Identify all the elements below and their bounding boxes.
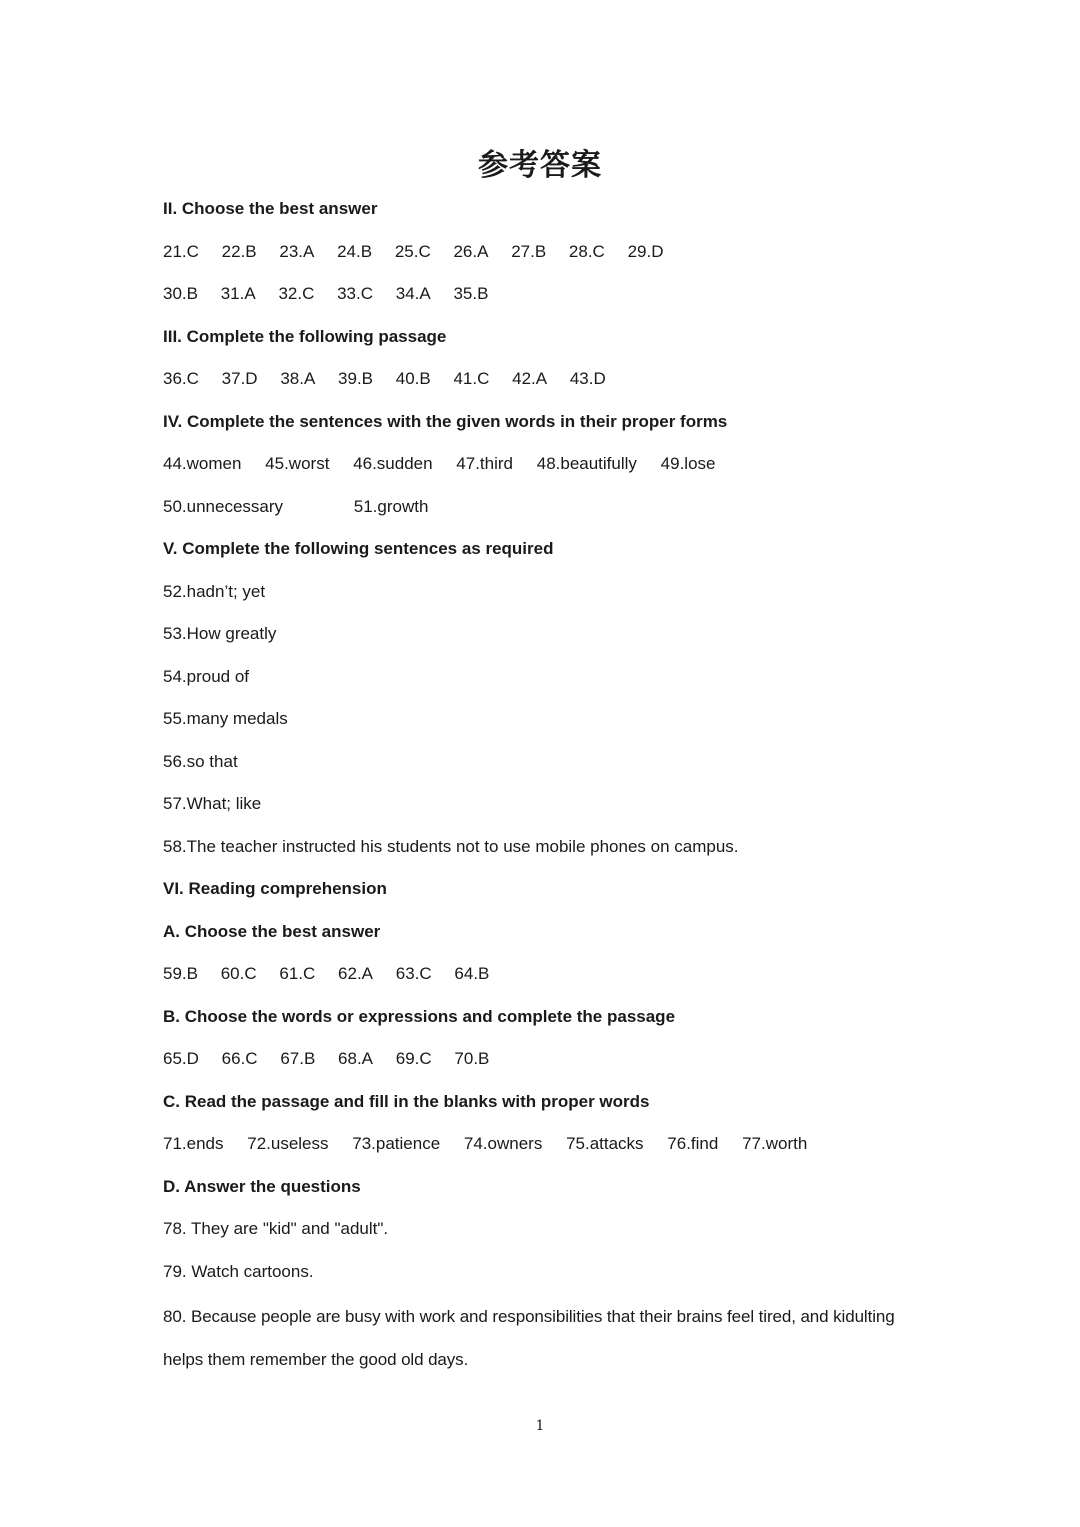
subsection-heading-d: D. Answer the questions bbox=[163, 1176, 361, 1196]
answer-item: 71.ends bbox=[163, 1134, 224, 1153]
answer-item: 75.attacks bbox=[566, 1134, 644, 1153]
answer-item: 73.patience bbox=[352, 1134, 441, 1153]
answer-item: 34.A bbox=[395, 284, 431, 303]
section-heading-iv: IV. Complete the sentences with the given words in their proper forms bbox=[163, 411, 728, 431]
answer-item: 41.C bbox=[453, 369, 490, 388]
answer-row-71-77 bbox=[163, 1126, 943, 1169]
section-heading-vi: VI. Reading comprehension bbox=[163, 879, 387, 898]
answer-item: 22.B bbox=[221, 241, 257, 261]
answer-line: 78. They are "kid" and "adult". bbox=[163, 1219, 389, 1238]
answer-line: 58.The teacher instructed his students not to use mobile phones on campus. bbox=[163, 836, 739, 856]
answer-row-50-51 bbox=[163, 489, 943, 532]
answer-item: 26.A bbox=[453, 241, 489, 261]
answer-row-59-64 bbox=[163, 956, 943, 999]
answer-item: 51.growth bbox=[353, 496, 429, 516]
answer-item: 77.worth bbox=[742, 1134, 808, 1153]
answer-item: 46.sudden bbox=[353, 454, 433, 473]
answer-item: 30.B bbox=[163, 284, 198, 303]
answer-item: 62.A bbox=[338, 964, 374, 983]
answer-item: 21.C bbox=[163, 241, 199, 261]
answer-item: 39.B bbox=[338, 369, 374, 388]
answer-item: 40.B bbox=[395, 369, 431, 388]
answer-item: 31.A bbox=[220, 284, 256, 303]
answer-line: 54.proud of bbox=[163, 666, 250, 686]
answer-row-44-49 bbox=[163, 446, 943, 489]
subsection-heading-a: A. Choose the best answer bbox=[163, 921, 381, 941]
answer-item: 45.worst bbox=[265, 454, 330, 473]
answer-line: 53.How greatly bbox=[163, 624, 277, 643]
answer-item: 42.A bbox=[512, 369, 548, 388]
answer-line: 79. Watch cartoons. bbox=[163, 1261, 314, 1281]
answer-item: 60.C bbox=[220, 964, 257, 983]
answer-row-36-43 bbox=[163, 361, 943, 404]
answer-item: 65.D bbox=[163, 1049, 199, 1068]
page-number: 1 bbox=[535, 1418, 545, 1434]
answer-item: 61.C bbox=[279, 964, 316, 983]
answer-item: 72.useless bbox=[247, 1134, 329, 1153]
answer-item: 35.B bbox=[453, 284, 489, 303]
answer-item: 25.C bbox=[394, 241, 431, 261]
answer-item: 64.B bbox=[454, 964, 490, 983]
answer-item: 48.beautifully bbox=[536, 454, 637, 473]
answer-item: 67.B bbox=[280, 1049, 316, 1068]
answer-line: 57.What; like bbox=[163, 794, 262, 813]
section-heading-v: V. Complete the following sentences as required bbox=[163, 539, 554, 558]
answer-item: 76.find bbox=[667, 1134, 719, 1153]
subsection-heading-b: B. Choose the words or expressions and complete the passage bbox=[163, 1006, 676, 1026]
answer-row-21-29 bbox=[163, 234, 943, 277]
answer-item: 74.owners bbox=[463, 1134, 543, 1153]
answer-line: 80. Because people are busy with work and responsibilities that their brains feel tired, and kidulting helps them remember the good old days. bbox=[163, 1307, 895, 1369]
answer-item: 68.A bbox=[338, 1049, 374, 1068]
answer-item: 70.B bbox=[454, 1049, 490, 1068]
answer-item: 32.C bbox=[278, 284, 315, 303]
answer-item: 43.D bbox=[569, 369, 606, 388]
answer-row-30-35 bbox=[163, 276, 943, 319]
answer-item: 36.C bbox=[163, 369, 199, 388]
answer-item: 24.B bbox=[337, 241, 373, 261]
section-heading-iii: III. Complete the following passage bbox=[163, 326, 447, 346]
answer-item: 47.third bbox=[456, 454, 513, 473]
answer-item: 33.C bbox=[337, 284, 374, 303]
answer-item: 44.women bbox=[163, 454, 242, 473]
answer-row-65-70 bbox=[163, 1041, 943, 1084]
answer-item: 29.D bbox=[627, 241, 664, 261]
answer-item: 38.A bbox=[280, 369, 316, 388]
answer-key-body bbox=[163, 191, 943, 1381]
answer-line: 56.so that bbox=[163, 751, 238, 771]
page-title: 参考答案 bbox=[478, 148, 602, 183]
answer-item: 23.A bbox=[279, 241, 315, 261]
answer-item: 63.C bbox=[395, 964, 432, 983]
answer-item: 28.C bbox=[568, 241, 605, 261]
subsection-heading-c: C. Read the passage and fill in the blanks with proper words bbox=[163, 1091, 650, 1111]
answer-item: 50.unnecessary bbox=[163, 496, 284, 516]
answer-item: 37.D bbox=[221, 369, 258, 388]
answer-item: 69.C bbox=[395, 1049, 432, 1068]
answer-line: 55.many medals bbox=[163, 709, 288, 728]
answer-line: 52.hadn’t; yet bbox=[163, 581, 266, 601]
answer-item: 27.B bbox=[511, 241, 547, 261]
answer-item: 66.C bbox=[221, 1049, 258, 1068]
answer-item: 49.lose bbox=[660, 454, 716, 473]
section-heading-ii: II. Choose the best answer bbox=[163, 199, 378, 218]
answer-item: 59.B bbox=[163, 964, 198, 983]
